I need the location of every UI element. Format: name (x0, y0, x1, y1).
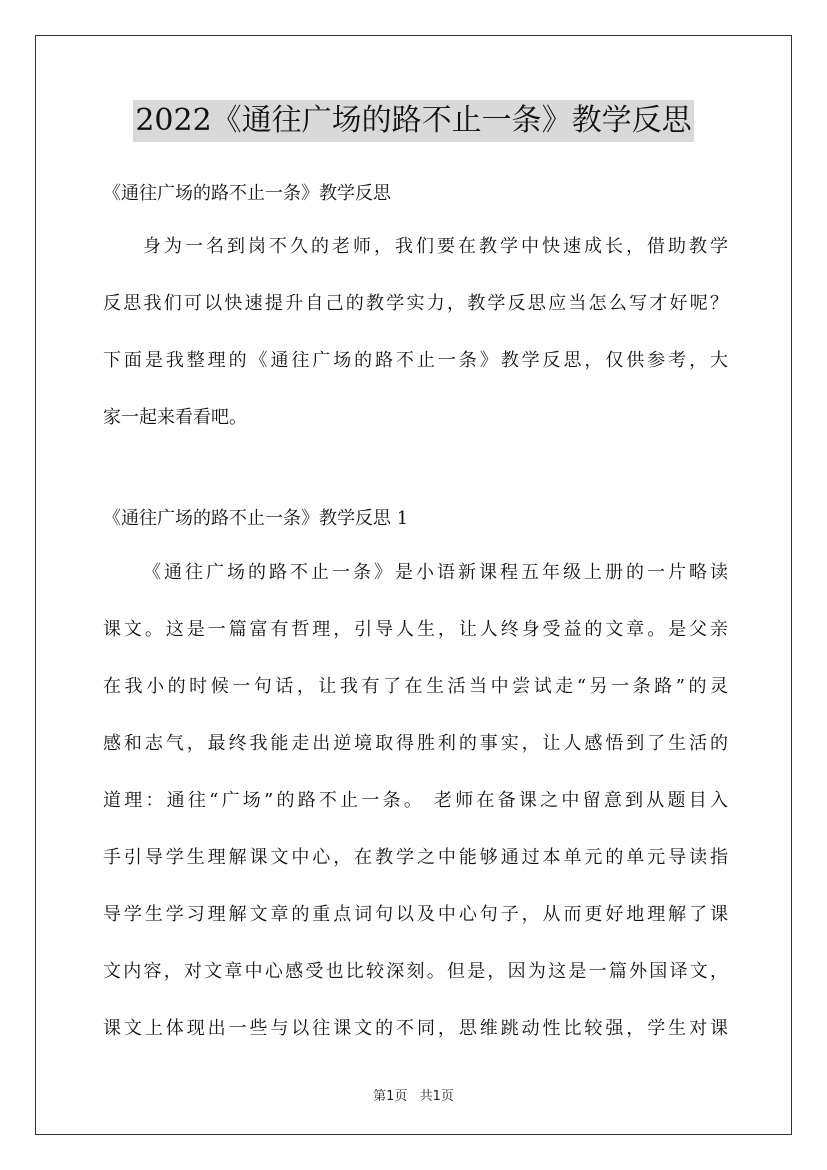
paragraph-line: 反思我们可以快速提升自己的教学实力，教学反思应当怎么写才好呢？ (103, 293, 728, 314)
page-total: 共1页 (419, 1089, 454, 1104)
intro-paragraph (103, 218, 728, 446)
paragraph-line: 导学生学习理解文章的重点词句以及中心句子，从而更好地理解了课 (103, 904, 728, 925)
document-subtitle: 《通往广场的路不止一条》教学反思 (103, 183, 391, 204)
paragraph-line: 在我小的时候一句话，让我有了在生活当中尝试走“另一条路”的灵 (103, 676, 728, 697)
body-paragraph (103, 544, 728, 1057)
page-footer (0, 1085, 827, 1104)
title-container (0, 100, 827, 142)
paragraph-line: 家一起来看看吧。 (103, 407, 247, 428)
paragraph-line: 《通往广场的路不止一条》是小语新课程五年级上册的一片略读 (143, 562, 728, 583)
paragraph-line: 文内容，对文章中心感受也比较深刻。但是，因为这是一篇外国译文， (103, 961, 728, 982)
document-title: 2022《通往广场的路不止一条》教学反思 (133, 100, 693, 142)
paragraph-line: 手引导学生理解课文中心，在教学之中能够通过本单元的单元导读指 (103, 847, 728, 868)
paragraph-line: 课文上体现出一些与以往课文的不同，思维跳动性比较强，学生对课 (103, 1018, 728, 1039)
paragraph-line: 下面是我整理的《通往广场的路不止一条》教学反思，仅供参考，大 (103, 350, 728, 371)
paragraph-line: 道理：通往“广场”的路不止一条。 老师在备课之中留意到从题目入 (103, 790, 728, 811)
paragraph-line: 课文。这是一篇富有哲理，引导人生，让人终身受益的文章。是父亲 (103, 619, 728, 640)
section-heading: 《通往广场的路不止一条》教学反思 1 (103, 508, 409, 529)
page-number: 第1页 (373, 1089, 408, 1104)
paragraph-line: 感和志气，最终我能走出逆境取得胜利的事实，让人感悟到了生活的 (103, 733, 728, 754)
paragraph-line: 身为一名到岗不久的老师，我们要在教学中快速成长，借助教学 (143, 236, 728, 257)
